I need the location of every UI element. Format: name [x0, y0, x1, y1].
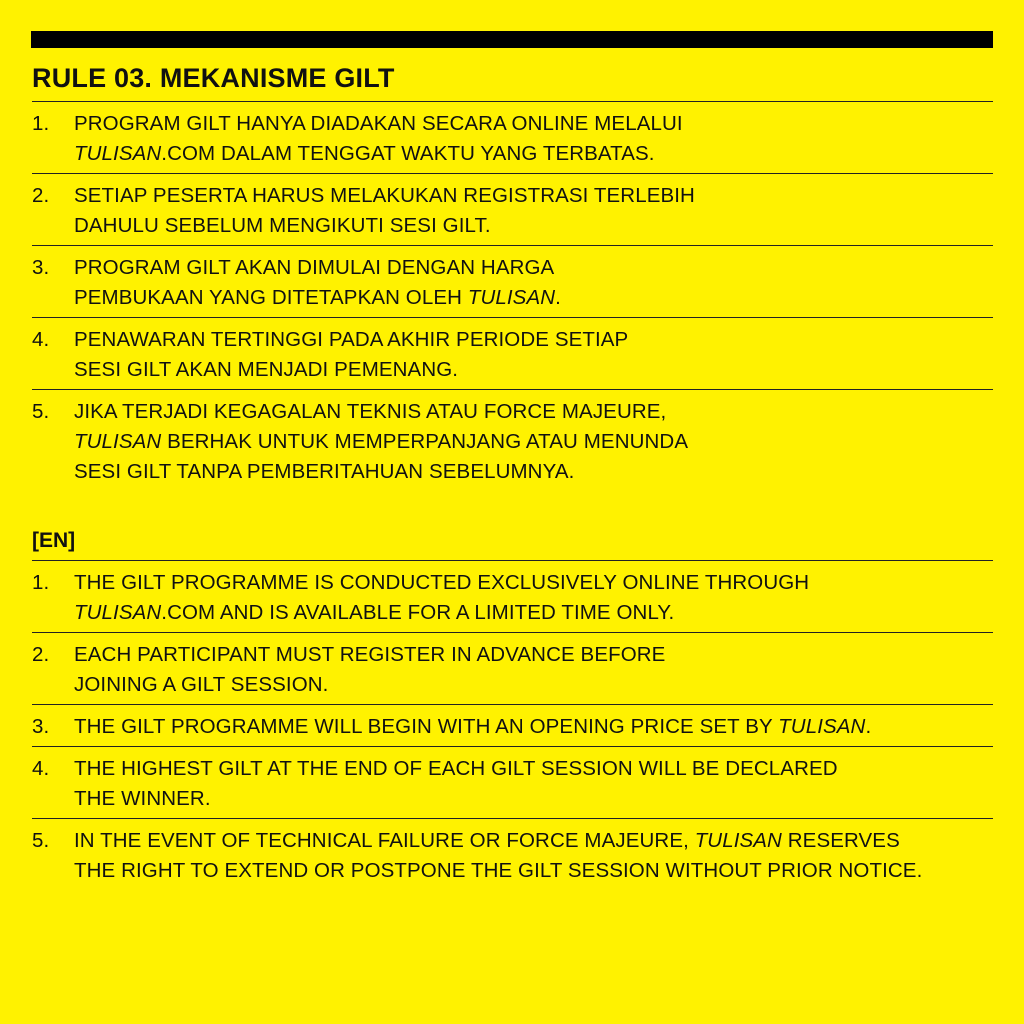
rule-number: 1.	[32, 112, 50, 135]
rule-text-segment: THE HIGHEST GILT AT THE END OF EACH GILT SESSION WILL BE DECLARED	[74, 757, 838, 780]
rule-text	[74, 397, 993, 487]
rule-text-line	[74, 397, 993, 427]
brand-name: TULISAN	[74, 430, 162, 453]
rule-number: 2.	[32, 643, 50, 666]
rule-text-segment: JOINING A GILT SESSION.	[74, 673, 329, 696]
rule-text-segment: THE WINNER.	[74, 787, 211, 810]
rule-text	[74, 181, 993, 241]
rule-item	[32, 245, 993, 317]
rule-item	[32, 746, 993, 818]
rule-text-line	[74, 568, 993, 598]
rule-text-segment: .COM AND IS AVAILABLE FOR A LIMITED TIME ONLY.	[161, 601, 675, 624]
rule-text-segment: RESERVES	[781, 829, 900, 852]
rule-text	[74, 712, 993, 742]
rule-text-line	[74, 670, 993, 700]
rule-text-segment: THE GILT PROGRAMME IS CONDUCTED EXCLUSIVELY ONLINE THROUGH	[74, 571, 810, 594]
rule-number: 4.	[32, 757, 50, 780]
rule-item	[32, 632, 993, 704]
rule-text-line	[74, 784, 993, 814]
rule-item	[32, 389, 993, 491]
rules-list-english	[32, 560, 993, 890]
rule-text	[74, 826, 993, 886]
rule-text-segment: PROGRAM GILT AKAN DIMULAI DENGAN HARGA	[74, 256, 555, 279]
rule-text-segment: DAHULU SEBELUM MENGIKUTI SESI GILT.	[74, 214, 491, 237]
top-rule-bar	[31, 31, 993, 48]
rule-text-line	[74, 325, 993, 355]
rule-item	[32, 818, 993, 890]
english-section-label: [EN]	[32, 529, 76, 552]
rule-text	[74, 325, 993, 385]
rule-text-line	[74, 181, 993, 211]
rule-text-segment: .	[555, 286, 561, 309]
rule-number: 2.	[32, 184, 50, 207]
rule-number: 5.	[32, 829, 50, 852]
rule-text-segment: IN THE EVENT OF TECHNICAL FAILURE OR FORCE MAJEURE,	[74, 829, 695, 852]
rule-number: 1.	[32, 571, 50, 594]
rule-text-segment: SESI GILT AKAN MENJADI PEMENANG.	[74, 358, 459, 381]
rule-text-segment: PENAWARAN TERTINGGI PADA AKHIR PERIODE SETIAP	[74, 328, 629, 351]
rule-text-segment: SETIAP PESERTA HARUS MELAKUKAN REGISTRASI TERLEBIH	[74, 184, 695, 207]
rule-text-segment: THE RIGHT TO EXTEND OR POSTPONE THE GILT SESSION WITHOUT PRIOR NOTICE.	[74, 859, 923, 882]
rule-text	[74, 109, 993, 169]
rule-text	[74, 568, 993, 628]
rule-number: 3.	[32, 256, 50, 279]
rule-text-line	[74, 139, 993, 169]
rule-text-line	[74, 457, 993, 487]
rule-text-line	[74, 826, 993, 856]
rule-item	[32, 704, 993, 746]
rule-text-segment: .	[865, 715, 872, 738]
rule-text-line	[74, 427, 993, 457]
rule-text-line	[74, 109, 993, 139]
rule-text-line	[74, 355, 993, 385]
rule-text-segment: SESI GILT TANPA PEMBERITAHUAN SEBELUMNYA.	[74, 460, 575, 483]
rule-text-line	[74, 253, 993, 283]
rule-number: 4.	[32, 328, 50, 351]
rule-text-segment: PROGRAM GILT HANYA DIADAKAN SECARA ONLINE MELALUI	[74, 112, 683, 135]
page-title: RULE 03. MEKANISME GILT	[32, 63, 395, 93]
rule-text	[74, 640, 993, 700]
brand-name: TULISAN	[778, 715, 866, 738]
rule-item	[32, 317, 993, 389]
rule-text	[74, 754, 993, 814]
rule-text-line	[74, 640, 993, 670]
rule-item	[32, 173, 993, 245]
rule-text-segment: EACH PARTICIPANT MUST REGISTER IN ADVANCE BEFORE	[74, 643, 666, 666]
rule-text-line	[74, 754, 993, 784]
rules-list-indonesian	[32, 101, 993, 491]
brand-name: TULISAN	[694, 829, 782, 852]
rule-text-line	[74, 712, 993, 742]
rule-number: 3.	[32, 715, 50, 738]
rule-item	[32, 101, 993, 173]
brand-name: TULISAN	[74, 601, 162, 624]
rule-item	[32, 560, 993, 632]
rule-text-line	[74, 283, 993, 313]
rule-text-segment: THE GILT PROGRAMME WILL BEGIN WITH AN OPENING PRICE SET BY	[74, 715, 779, 738]
rule-text-segment: .COM DALAM TENGGAT WAKTU YANG TERBATAS.	[161, 142, 655, 165]
rule-text-line	[74, 856, 993, 886]
rule-text-line	[74, 211, 993, 241]
rule-text-line	[74, 598, 993, 628]
rule-text-segment: JIKA TERJADI KEGAGALAN TEKNIS ATAU FORCE MAJEURE,	[74, 400, 667, 423]
brand-name: TULISAN	[467, 286, 556, 309]
rule-number: 5.	[32, 400, 50, 423]
rule-text-segment: BERHAK UNTUK MEMPERPANJANG ATAU MENUNDA	[161, 430, 689, 453]
rule-text-segment: PEMBUKAAN YANG DITETAPKAN OLEH	[74, 286, 468, 309]
rule-text	[74, 253, 993, 313]
brand-name: TULISAN	[74, 142, 162, 165]
